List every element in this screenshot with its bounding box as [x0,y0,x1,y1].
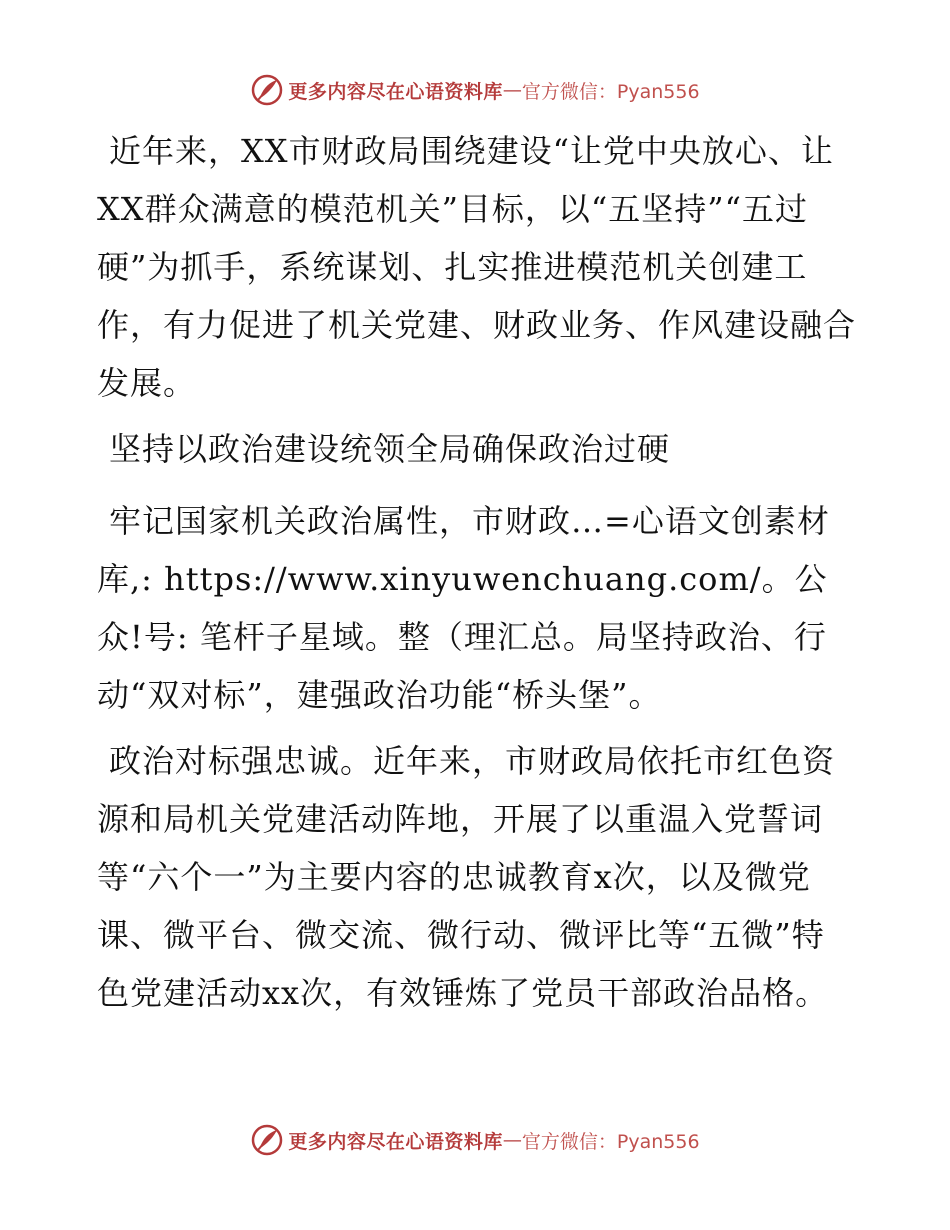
feather-pen-icon [250,1123,284,1157]
brand-text: 更多内容尽在心语资料库 [288,80,503,103]
paragraph-text: 政治对标强忠诚。近年来，市财政局依托市红色资源和局机关党建活动阵地，开展了以重温入党誓词等“六个一”为主要内容的忠诚教育x次，以及微党课、微平台、微交流、微行动、微评比等“五微”特色党建活动xx次，有效锤炼了党员干部政治品格。 [97,742,836,1012]
heading-text: 坚持以政治建设统领全局确保政治过硬 [109,430,671,468]
wechat-contact: 官方微信：Pyan556 [521,1130,700,1153]
paragraph-loyalty [97,732,857,1022]
paragraph-political-attribute [97,492,857,724]
document-body [97,122,857,1030]
footer-banner [0,1120,950,1160]
brand-separator: — [502,79,522,101]
brand-separator: — [502,1129,522,1151]
paragraph-intro [97,122,857,412]
paragraph-text: 近年来，XX市财政局围绕建设“让党中央放心、让XX群众满意的模范机关”目标，以“五坚持”“五过硬”为抓手，系统谋划、扎实推进模范机关创建工作，有力促进了机关党建、财政业务、作风建设融合发展。 [97,132,857,402]
feather-pen-icon [250,73,284,107]
paragraph-text: 牢记国家机关政治属性，市财政…=心语文创素材库,: https://www.xinyuwenchuang.com/。公众!号: 笔杆子星域。整（理汇总。局坚持政治、行动“双对标”，建强政治功能“桥头堡”。 [97,502,830,714]
brand-text: 更多内容尽在心语资料库 [288,1130,503,1153]
wechat-contact: 官方微信：Pyan556 [521,80,700,103]
header-banner [0,70,950,110]
section-heading [97,420,857,478]
